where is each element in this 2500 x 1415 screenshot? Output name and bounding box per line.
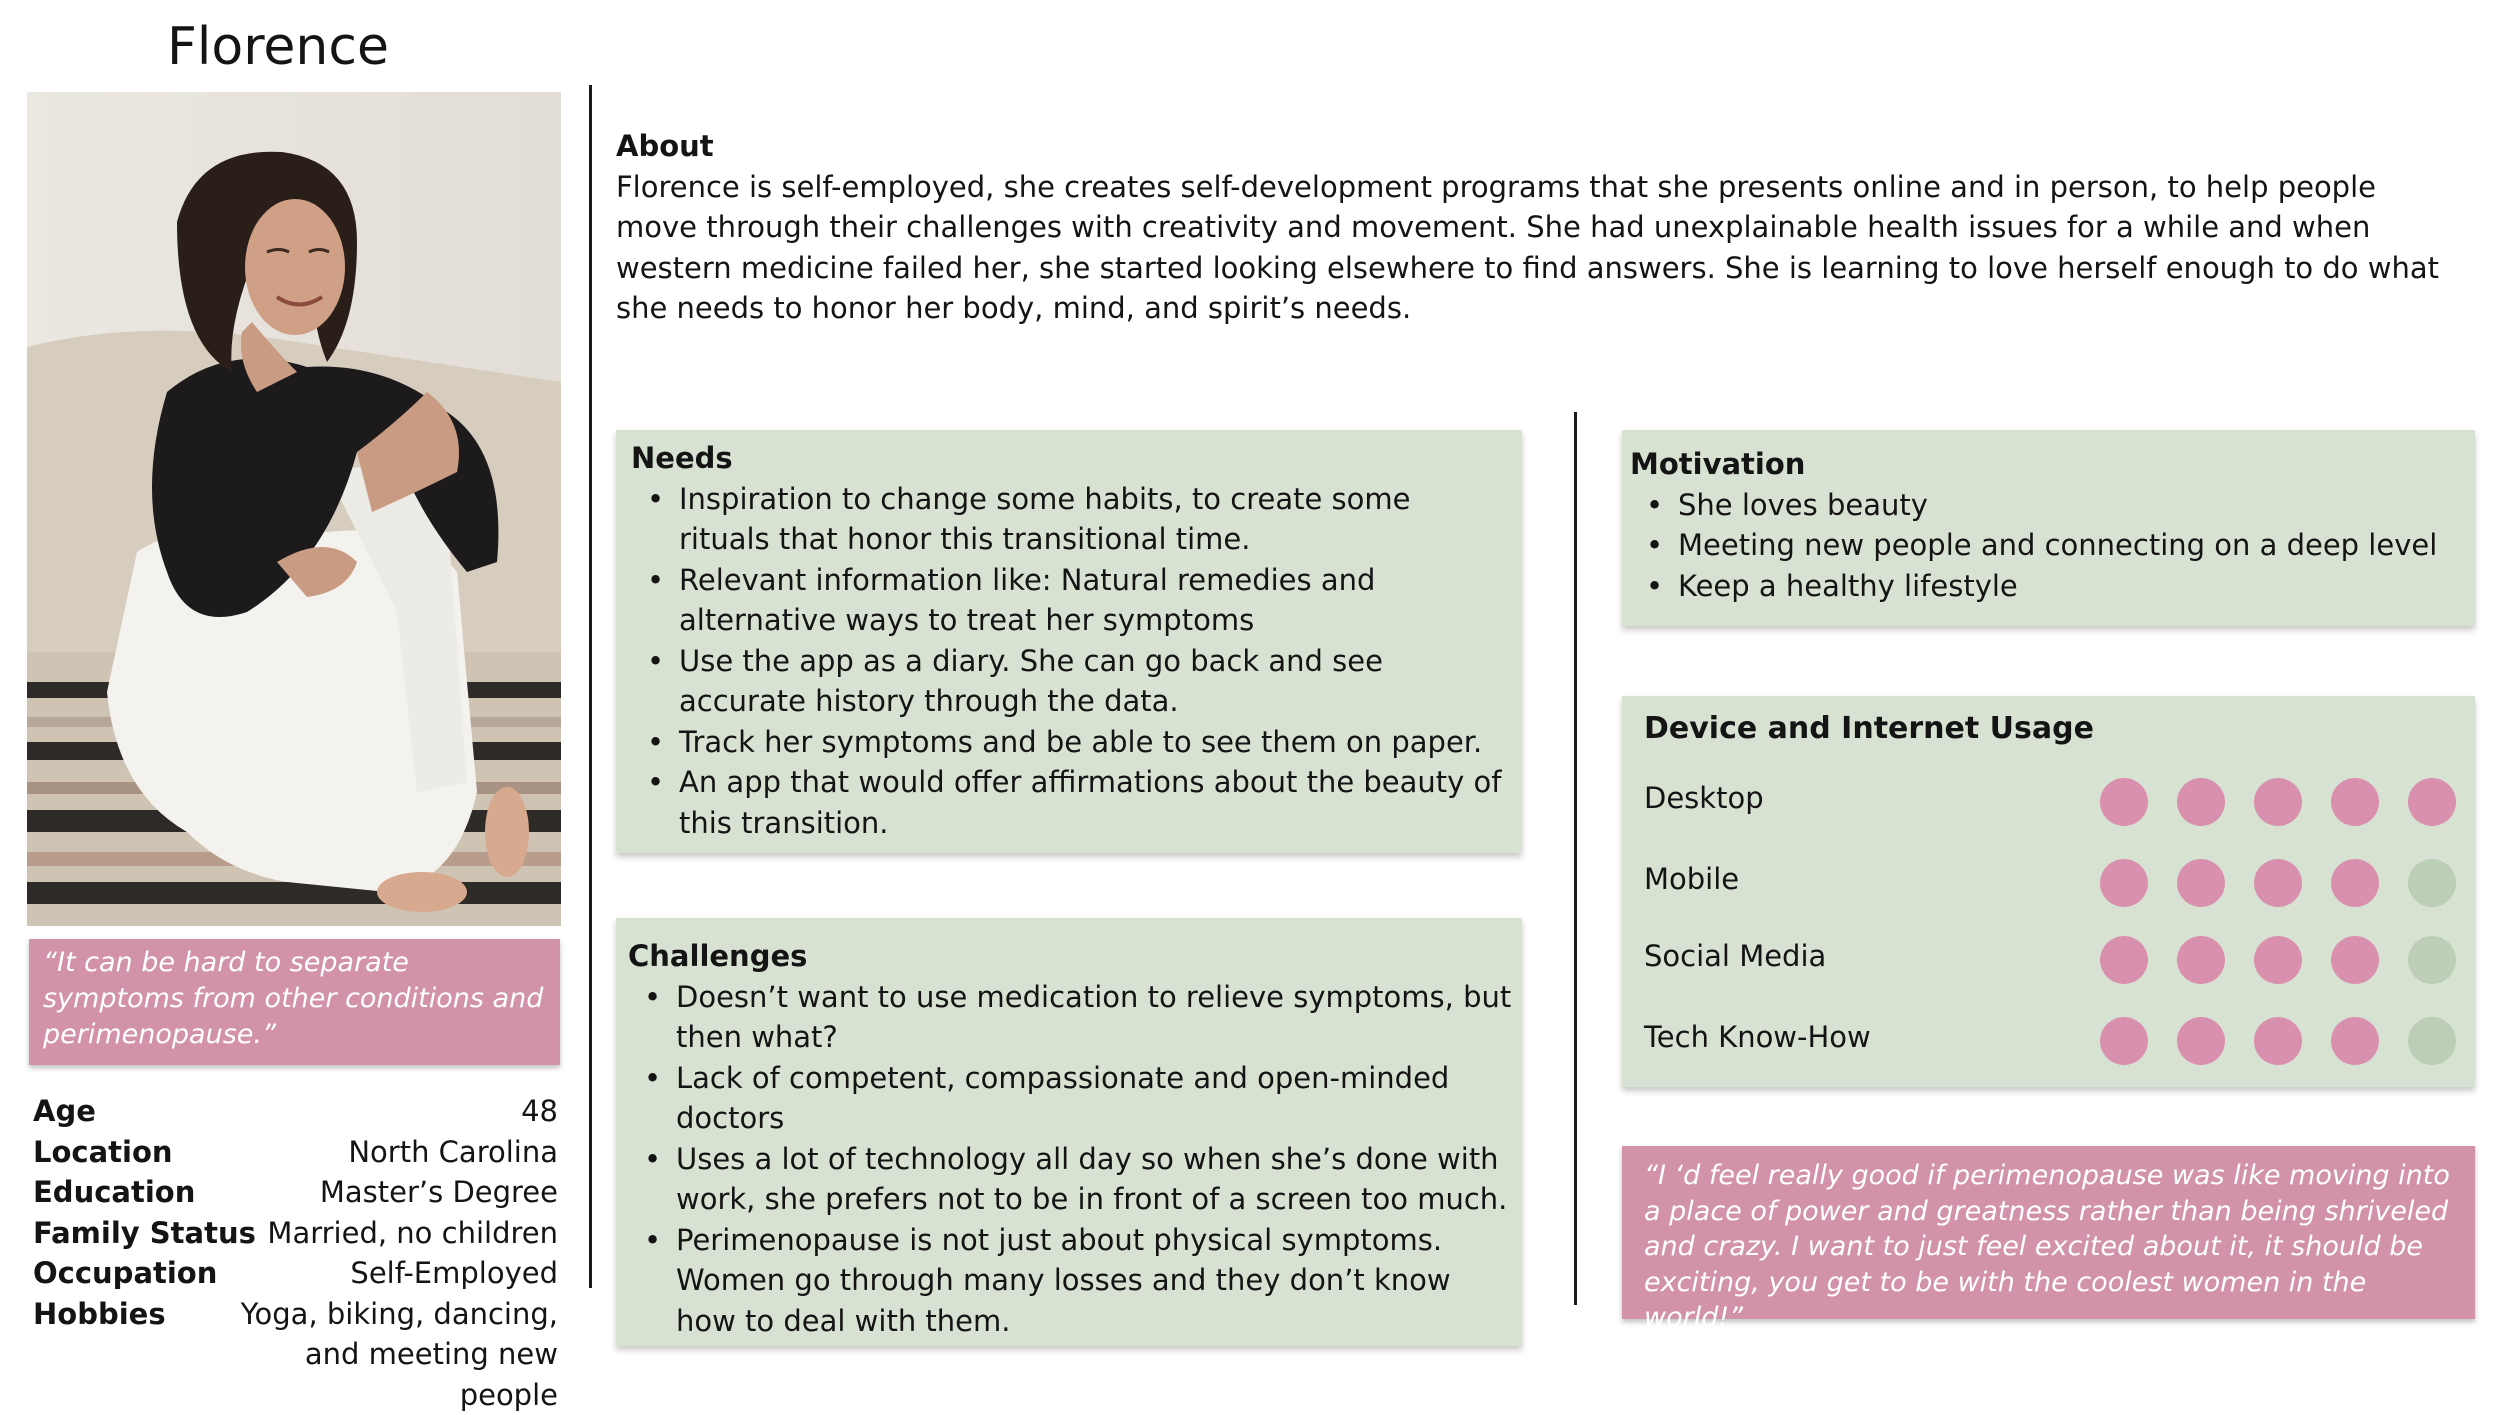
rating-dot-empty xyxy=(2408,936,2456,984)
usage-rating-dots xyxy=(2098,772,2458,832)
list-item: • Perimenopause is not just about physical symptoms. Women go through many losses and they don’t know how to deal with them. xyxy=(628,1220,1512,1342)
needs-heading: Needs xyxy=(631,438,1508,479)
fact-value: Yoga, biking, dancing, and meeting new people xyxy=(208,1294,558,1415)
divider-right xyxy=(1574,412,1577,1305)
list-item: • Meeting new people and connecting on a deep level xyxy=(1630,525,2465,566)
list-item: • She loves beauty xyxy=(1630,485,2465,526)
rating-dot-filled xyxy=(2331,778,2379,826)
rating-dot-filled xyxy=(2177,778,2225,826)
rating-dot-filled xyxy=(2100,936,2148,984)
rating-dot-filled xyxy=(2100,1017,2148,1065)
fact-label: Education xyxy=(33,1172,195,1213)
list-item: • Keep a healthy lifestyle xyxy=(1630,566,2465,607)
motivation-heading: Motivation xyxy=(1630,444,2465,485)
list-item: • An app that would offer affirmations about the beauty of this transition. xyxy=(631,762,1508,843)
fact-label: Location xyxy=(33,1132,173,1173)
rating-dot-filled xyxy=(2331,936,2379,984)
usage-label: Tech Know-How xyxy=(1644,1017,1871,1057)
needs-list xyxy=(631,479,1508,844)
closing-quote: “I ‘d feel really good if perimenopause was like moving into a place of power and greatness rather than being shriveled and crazy. I want to just feel excited about it, it should be exciting, you get to be with the coolest women in the world!” xyxy=(1622,1146,2475,1319)
about-text: Florence is self-employed, she creates self-development programs that she presents online and in person, to help people move through their challenges with creativity and movement. She had unexplainable health issues for a while and when western medicine failed her, she started looking elsewhere to find answers. She is learning to love herself enough to do what she needs to honor her body, mind, and spirit’s needs. xyxy=(616,167,2466,329)
fact-value: North Carolina xyxy=(348,1132,558,1173)
fact-value: Master’s Degree xyxy=(320,1172,558,1213)
rating-dot-filled xyxy=(2254,778,2302,826)
fact-label: Age xyxy=(33,1091,96,1132)
fact-value: Self-Employed xyxy=(350,1253,558,1294)
motivation-card xyxy=(1622,430,2475,626)
fact-value: Married, no children xyxy=(267,1213,558,1254)
usage-rating-dots xyxy=(2098,930,2458,990)
fact-age xyxy=(33,1091,558,1132)
usage-rating-dots xyxy=(2098,1011,2458,1071)
usage-rating-dots xyxy=(2098,853,2458,913)
persona-name: Florence xyxy=(28,14,528,80)
fact-label: Hobbies xyxy=(33,1294,166,1415)
list-item: • Relevant information like: Natural remedies and alternative ways to treat her symptoms xyxy=(631,560,1508,641)
fact-family-status xyxy=(33,1213,558,1254)
rating-dot-filled xyxy=(2254,859,2302,907)
usage-row-tech-know-how xyxy=(1622,1011,2475,1071)
list-item: • Use the app as a diary. She can go back and see accurate history through the data. xyxy=(631,641,1508,722)
persona-quote: “It can be hard to separate symptoms from other conditions and perimenopause.” xyxy=(29,939,560,1065)
rating-dot-filled xyxy=(2254,936,2302,984)
fact-value: 48 xyxy=(521,1091,558,1132)
rating-dot-filled xyxy=(2331,1017,2379,1065)
challenges-card xyxy=(616,918,1522,1346)
persona-photo xyxy=(27,92,561,926)
device-usage-card xyxy=(1622,696,2475,1087)
fact-occupation xyxy=(33,1253,558,1294)
rating-dot-filled xyxy=(2331,859,2379,907)
usage-row-social-media xyxy=(1622,930,2475,990)
rating-dot-filled xyxy=(2177,936,2225,984)
fact-education xyxy=(33,1172,558,1213)
list-item: • Lack of competent, compassionate and open-minded doctors xyxy=(628,1058,1512,1139)
rating-dot-empty xyxy=(2408,859,2456,907)
usage-label: Desktop xyxy=(1644,778,1764,818)
rating-dot-filled xyxy=(2100,859,2148,907)
challenges-list xyxy=(628,977,1512,1342)
fact-label: Family Status xyxy=(33,1213,256,1254)
about-section xyxy=(616,126,2466,329)
rating-dot-filled xyxy=(2254,1017,2302,1065)
rating-dot-filled xyxy=(2100,778,2148,826)
rating-dot-empty xyxy=(2408,1017,2456,1065)
needs-card xyxy=(616,430,1522,853)
challenges-heading: Challenges xyxy=(628,936,1512,977)
about-heading: About xyxy=(616,126,2466,167)
usage-row-desktop xyxy=(1622,772,2475,832)
divider-left xyxy=(589,85,592,1288)
rating-dot-filled xyxy=(2177,1017,2225,1065)
fact-hobbies xyxy=(33,1294,558,1415)
usage-label: Mobile xyxy=(1644,859,1739,899)
rating-dot-filled xyxy=(2408,778,2456,826)
motivation-list xyxy=(1630,485,2465,607)
list-item: • Inspiration to change some habits, to create some rituals that honor this transitional time. xyxy=(631,479,1508,560)
rating-dot-filled xyxy=(2177,859,2225,907)
fact-location xyxy=(33,1132,558,1173)
list-item: • Track her symptoms and be able to see them on paper. xyxy=(631,722,1508,763)
usage-row-mobile xyxy=(1622,853,2475,913)
list-item: • Uses a lot of technology all day so when she’s done with work, she prefers not to be in front of a screen too much. xyxy=(628,1139,1512,1220)
device-usage-heading: Device and Internet Usage xyxy=(1644,709,2094,750)
list-item: • Doesn’t want to use medication to relieve symptoms, but then what? xyxy=(628,977,1512,1058)
fact-label: Occupation xyxy=(33,1253,217,1294)
usage-label: Social Media xyxy=(1644,936,1826,976)
persona-facts xyxy=(33,1091,558,1415)
